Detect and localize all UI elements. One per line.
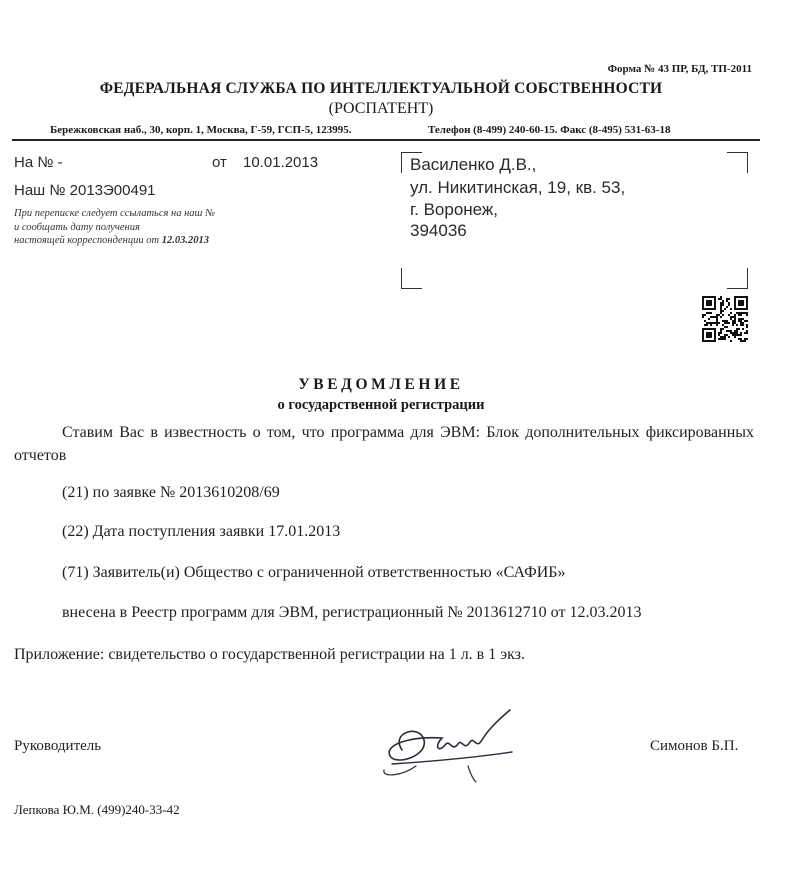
date-value: 10.01.2013: [243, 154, 319, 171]
recipient-postcode: 394036: [410, 221, 467, 240]
address-corner-bottom-right: [727, 268, 748, 289]
attachment-note: Приложение: свидетельство о государственной регистрации на 1 л. в 1 экз.: [14, 646, 525, 663]
recipient-name: Василенко Д.В.,: [410, 155, 537, 174]
qr-code: [702, 296, 748, 342]
address-corner-bottom-left: [401, 268, 422, 289]
filing-date: (22) Дата поступления заявки 17.01.2013: [62, 523, 341, 540]
our-ref-label: Наш №: [14, 182, 66, 199]
executor-contact: Лепкова Ю.М. (499)240-33-42: [14, 802, 180, 817]
application-number: (21) по заявке № 2013610208/69: [62, 484, 280, 501]
instruction-line-2: и сообщать дату получения: [14, 221, 140, 233]
our-ref: [14, 182, 156, 199]
notice-title: УВЕДОМЛЕНИЕ: [298, 376, 464, 393]
applicant: (71) Заявитель(и) Общество с ограниченной ответственностью «САФИБ»: [62, 564, 566, 581]
registry-entry: внесена в Реестр программ для ЭВМ, регистрационный № 2013612710 от 12.03.2013: [62, 604, 642, 621]
address-corner-top-right: [727, 152, 748, 173]
notice-subtitle: о государственной регистрации: [277, 397, 485, 413]
date-label: от: [212, 154, 227, 171]
your-ref-number: На № -: [14, 154, 63, 171]
org-short-name: (РОСПАТЕНТ): [328, 100, 434, 117]
handwritten-signature: [372, 700, 532, 790]
our-ref-value: 2013Э00491: [69, 182, 156, 199]
instruction-line-3: настоящей корреспонденции от 12.03.2013: [14, 235, 209, 246]
signatory-position: Руководитель: [14, 738, 102, 754]
recipient-street: ул. Никитинская, 19, кв. 53,: [410, 178, 626, 197]
correspondence-instruction: [14, 207, 264, 248]
form-id: Форма № 43 ПР, БД, ТП-2011: [607, 63, 752, 75]
header-divider: [12, 139, 760, 141]
instruction-date: 12.03.2013: [161, 235, 209, 246]
org-address: Бережковская наб., 30, корп. 1, Москва, Г-59, ГСП-5, 123995.: [50, 124, 352, 136]
signatory-name: Симонов Б.П.: [650, 738, 739, 754]
org-name: ФЕДЕРАЛЬНАЯ СЛУЖБА ПО ИНТЕЛЛЕКТУАЛЬНОЙ СОБСТВЕННОСТИ: [99, 80, 663, 97]
recipient-city: г. Воронеж,: [410, 200, 499, 219]
instruction-line-1: При переписке следует ссылаться на наш №: [14, 208, 215, 219]
notice-intro: Ставим Вас в известность о том, что программа для ЭВМ: Блок дополнительных фиксированных отчетов: [14, 424, 754, 464]
org-phone: Телефон (8-499) 240-60-15. Факс (8-495) 531-63-18: [428, 124, 671, 136]
